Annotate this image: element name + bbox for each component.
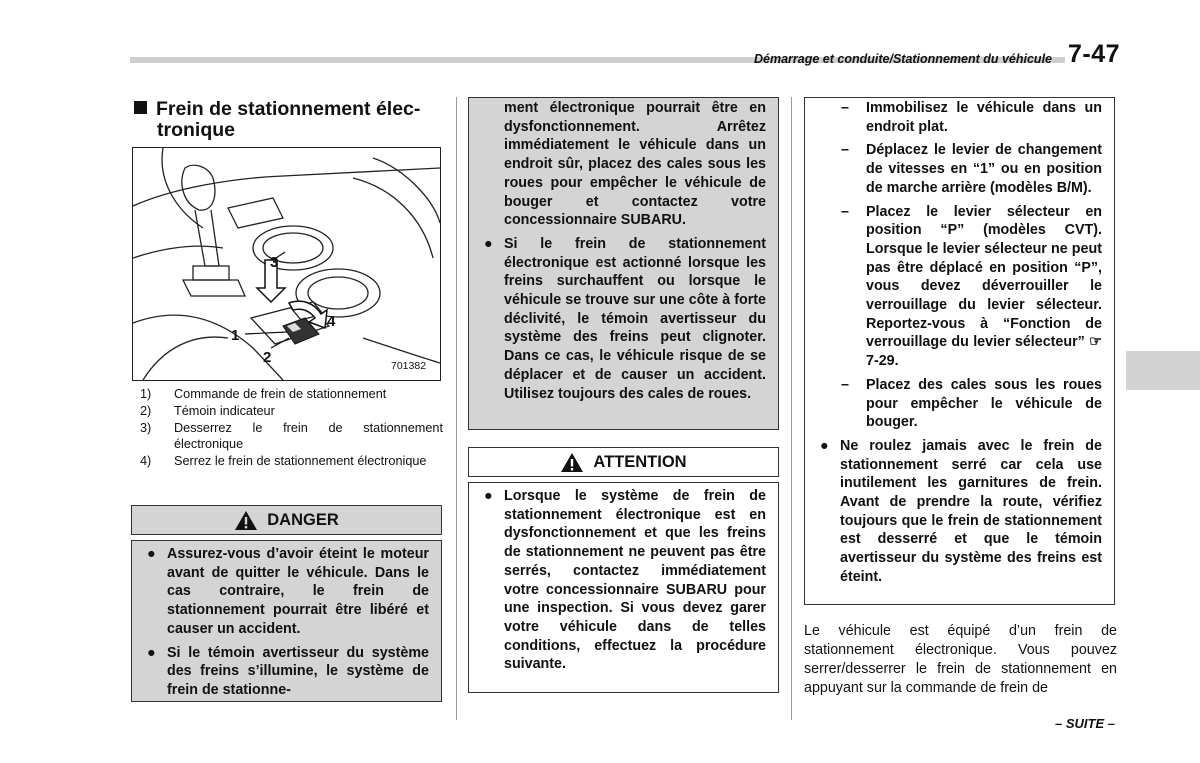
danger-item: ● Assurez-vous d’avoir éteint le moteur avant de quitter le véhicule. Dans le cas contraire, le frein de stationnement pourrait être libéré et causer un accident. bbox=[147, 546, 429, 637]
warning-triangle-icon bbox=[234, 510, 258, 531]
heading-line-2: tronique bbox=[157, 119, 235, 141]
procedure-step: – Placez le levier sélecteur en position “P” (modèles CVT). Lorsque le levier sélecteur ne peut pas être déplacé en position “P”, vous devez déverrouiller le verrouillage du levier sélecteur. Reportez-vous à “Fonction de verrouillage du levier sélecteur” ☞7-29. bbox=[841, 203, 1102, 370]
page-number: 7-47 bbox=[1068, 40, 1121, 68]
running-header: Démarrage et conduite/Stationnement du véhicule bbox=[754, 52, 1052, 66]
parking-brake-switch-drawing bbox=[133, 148, 440, 380]
callout-3: 3 bbox=[270, 254, 279, 271]
warning-triangle-icon bbox=[560, 452, 584, 473]
bullet-icon: ● bbox=[484, 488, 493, 504]
attention-box-continued bbox=[804, 97, 1115, 605]
danger-item: ● Si le frein de stationnement électronique est actionné lorsque les freins surchauffent ou lorsque le véhicule se trouve sur une côte à forte déclivité, le témoin avertisseur du système des freins peut clignoter. Dans ce cas, le véhicule risque de se déplacer et de causer un accident. Utilisez toujours des cales de roues. bbox=[484, 235, 766, 402]
attention-label: ATTENTION bbox=[593, 452, 687, 471]
danger-box-continued bbox=[468, 97, 779, 430]
chapter-thumb-tab bbox=[1126, 351, 1200, 390]
bullet-icon: ● bbox=[820, 437, 829, 454]
caption-row: 1) Commande de frein de stationnement bbox=[140, 387, 387, 401]
bullet-icon: ● bbox=[147, 546, 156, 562]
column-divider bbox=[791, 97, 792, 720]
procedure-step: – Immobilisez le véhicule dans un endroit plat. bbox=[841, 100, 1102, 135]
dash-marker: – bbox=[841, 203, 849, 220]
caption-row: 4) Serrez le frein de stationnement électronique bbox=[140, 453, 427, 468]
caption-row: 3) Desserrez le frein de stationnement électronique bbox=[140, 421, 443, 451]
danger-item: ● Si le témoin avertisseur du système des freins s’illumine, le système de frein de stationne- bbox=[147, 644, 429, 698]
figure-code: 701382 bbox=[391, 360, 427, 372]
section-heading bbox=[134, 99, 444, 141]
continued-marker: – SUITE – bbox=[1055, 716, 1115, 731]
bullet-icon: ● bbox=[147, 644, 156, 661]
dash-marker: – bbox=[841, 100, 849, 116]
square-bullet-icon bbox=[134, 101, 147, 114]
dash-marker: – bbox=[841, 376, 849, 393]
danger-label: DANGER bbox=[267, 510, 339, 529]
procedure-step: – Déplacez le levier de changement de vitesses en “1” ou en position de marche arrière (modèles B/M). bbox=[841, 142, 1102, 196]
danger-continuation: ment électronique pourrait être en dysfonctionnement. Arrêtez immédiatement le véhicule dans un endroit sûr, placez des cales sous les roues pour empêcher le véhicule de bouger et contactez votre concessionnaire SUBARU. bbox=[504, 100, 766, 229]
caption-row: 2) Témoin indicateur bbox=[140, 404, 275, 418]
attention-item: ● Ne roulez jamais avec le frein de stationnement serré car cela use inutilement les garnitures de frein. Avant de prendre la route, vérifiez toujours que le frein de stationnement est desserré et que le témoin avertisseur du système des freins est éteint. bbox=[820, 437, 1102, 585]
dash-marker: – bbox=[841, 142, 849, 159]
attention-item: ● Lorsque le système de frein de stationnement électronique est en dysfonctionnement et que les freins de stationnement ne peuvent pas être serrés, contactez immédiatement votre concessionnaire SUBARU pour une inspection. Si vous devez garer votre véhicule dans de telles conditions, effectuez la procédure suivante. bbox=[484, 488, 766, 673]
console-illustration bbox=[132, 147, 441, 381]
attention-header bbox=[468, 447, 779, 477]
danger-box bbox=[131, 540, 442, 702]
body-paragraph: Le véhicule est équipé d’un frein de stationnement électronique. Vous pouvez serrer/desserrer le frein de stationnement en appuyant sur la commande de frein de bbox=[804, 623, 1117, 696]
heading-line-1: Frein de stationnement élec- bbox=[156, 98, 421, 120]
procedure-step: – Placez des cales sous les roues pour empêcher le véhicule de bouger. bbox=[841, 376, 1102, 431]
figure-captions bbox=[140, 387, 443, 471]
column-divider bbox=[456, 97, 457, 720]
danger-header bbox=[131, 505, 442, 535]
attention-box bbox=[468, 482, 779, 693]
callout-4: 4 bbox=[327, 313, 336, 330]
callout-2: 2 bbox=[263, 349, 272, 366]
bullet-icon: ● bbox=[484, 235, 493, 252]
callout-1: 1 bbox=[231, 327, 240, 344]
